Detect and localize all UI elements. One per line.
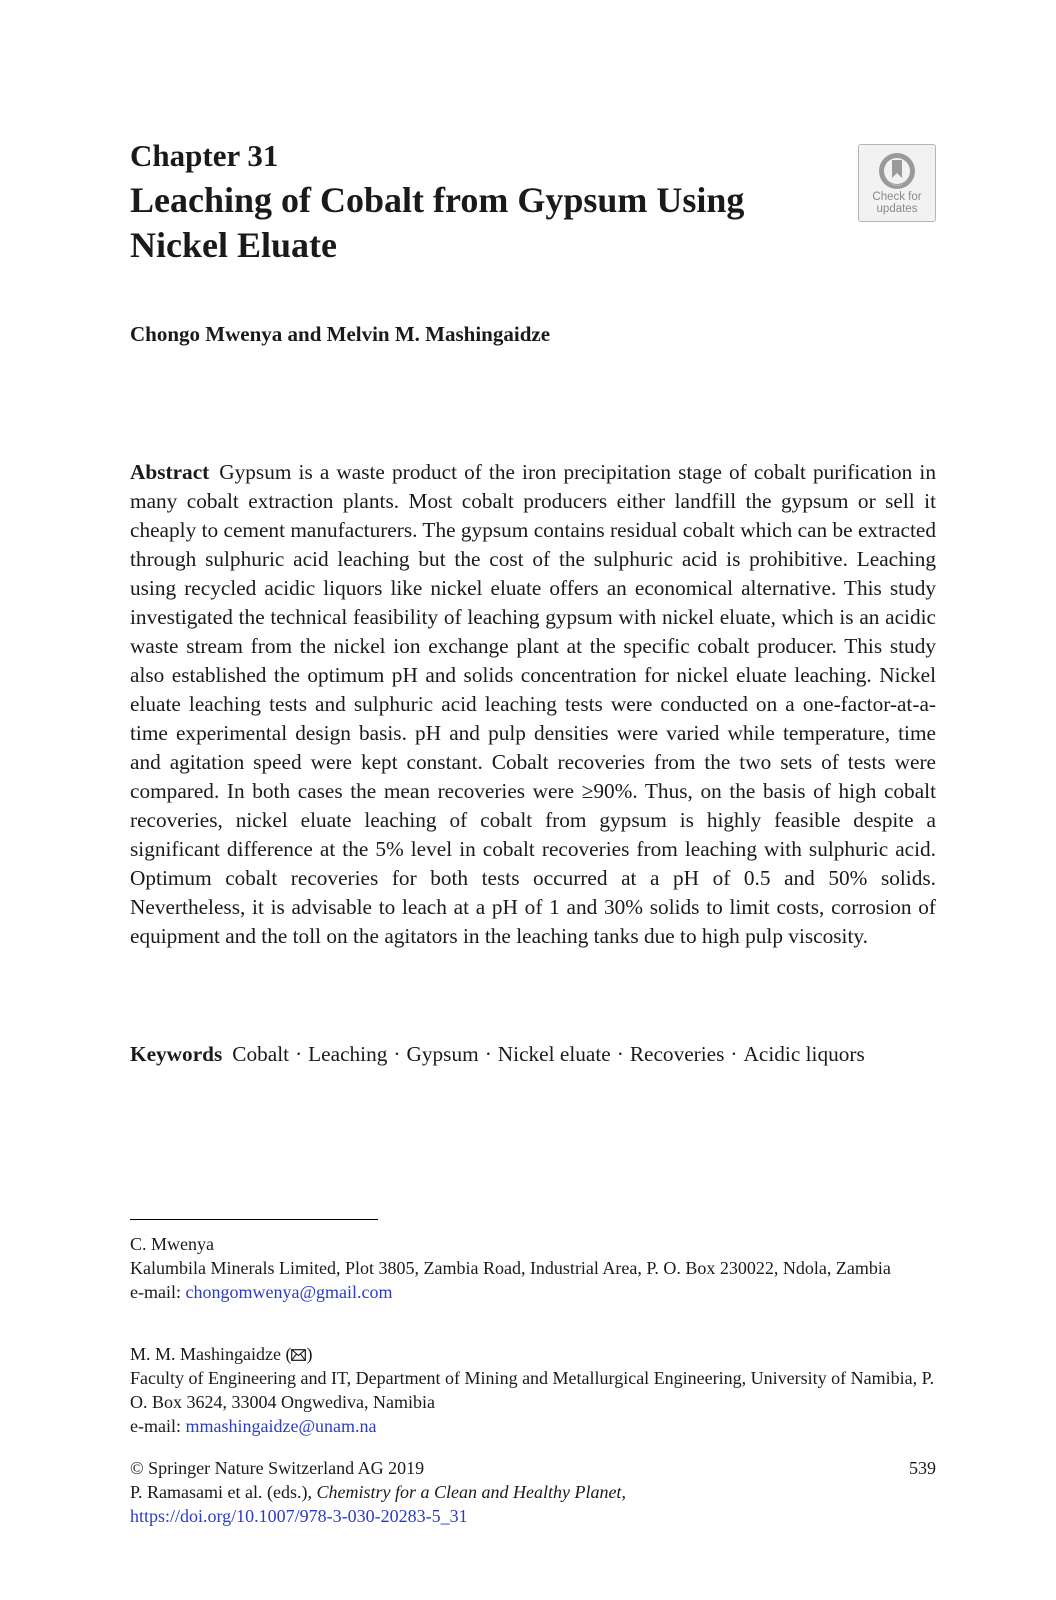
keyword-item: Nickel eluate — [497, 1042, 611, 1066]
author-name: C. Mwenya — [130, 1234, 214, 1254]
citation-suffix: , — [621, 1482, 626, 1502]
email-label: e-mail: — [130, 1416, 181, 1436]
author-address: Kalumbila Minerals Limited, Plot 3805, Zambia Road, Industrial Area, P. O. Box 230022, Ndola, Zambia — [130, 1258, 891, 1278]
email-link[interactable]: chongomwenya@gmail.com — [185, 1282, 393, 1302]
keyword-item: Leaching — [308, 1042, 388, 1066]
keywords — [130, 1040, 936, 1069]
paper-page — [130, 0, 936, 1600]
keyword-separator: · — [393, 1042, 401, 1066]
check-for-updates-badge[interactable] — [858, 144, 936, 222]
badge-text-line2: updates — [876, 203, 918, 215]
footnote-divider — [130, 1219, 378, 1220]
page-number: 539 — [909, 1458, 936, 1478]
email-label: e-mail: — [130, 1282, 181, 1302]
keyword-separator: · — [616, 1042, 624, 1066]
badge-text-line1: Check for — [872, 191, 922, 203]
abstract-label: Abstract — [130, 460, 210, 484]
affiliation-2 — [130, 1342, 936, 1438]
author-name: M. M. Mashingaidze ( — [130, 1344, 292, 1364]
keyword-item: Cobalt — [232, 1042, 290, 1066]
affiliation-1 — [130, 1232, 936, 1304]
authors: Chongo Mwenya and Melvin M. Mashingaidze — [130, 322, 551, 346]
author-address: Faculty of Engineering and IT, Department of Mining and Metallurgical Engineering, University of Namibia, P. O. Box 3624, 33004 Ongwediva, Namibia — [130, 1368, 935, 1412]
keyword-item: Acidic liquors — [743, 1042, 865, 1066]
citation-prefix: P. Ramasami et al. (eds.), — [130, 1482, 312, 1502]
keyword-item: Gypsum — [406, 1042, 479, 1066]
email-link[interactable]: mmashingaidze@unam.na — [185, 1416, 377, 1436]
doi-link[interactable]: https://doi.org/10.1007/978-3-030-20283-5_31 — [130, 1506, 468, 1526]
abstract — [130, 458, 936, 951]
chapter-title: Leaching of Cobalt from Gypsum Using Nickel Eluate — [130, 180, 745, 265]
book-title: Chemistry for a Clean and Healthy Planet — [316, 1482, 622, 1502]
copyright: © Springer Nature Switzerland AG 2019 — [130, 1458, 425, 1478]
publication-footer — [130, 1456, 936, 1528]
abstract-text: Gypsum is a waste product of the iron precipitation stage of cobalt purification in many cobalt extraction plants. Most cobalt producers either landfill the gypsum or sell it cheaply to cement manufacturers. The gypsum contains residual cobalt which can be extracted through sulphuric acid leaching but the cost of the sulphuric acid is prohibitive. Leaching using recycled acidic liquors like nickel eluate offers an economical alternative. This study investigated the technical feasibility of leaching gypsum with nickel eluate, which is an acidic waste stream from the nickel ion exchange plant at the specific cobalt producer. This study also established the optimum pH and solids concentration for nickel eluate leaching. Nickel eluate leaching tests and sulphuric acid leaching tests were conducted on a one-factor-at-a-time experimental design basis. pH and pulp densities were varied while temperature, time and agitation speed were kept constant. Cobalt recoveries from the two sets of tests were compared. In both cases the mean recoveries were ≥90%. Thus, on the basis of high cobalt recoveries, nickel eluate leaching of cobalt from gypsum is highly feasible despite a significant difference at the 5% level in cobalt recoveries from leaching with sulphuric acid. Optimum cobalt recoveries for both tests occurred at a pH of 0.5 and 50% solids. Nevertheless, it is advisable to leach at a pH of 1 and 30% solids to limit costs, corrosion of equipment and the toll on the agitators in the leaching tanks due to high pulp viscosity. — [130, 460, 936, 948]
check-for-updates-icon — [877, 151, 917, 191]
author-name-close: ) — [306, 1344, 313, 1364]
keywords-label: Keywords — [130, 1042, 223, 1066]
keyword-separator: · — [295, 1042, 303, 1066]
keyword-separator: · — [730, 1042, 738, 1066]
chapter-label: Chapter 31 — [130, 138, 279, 173]
envelope-icon — [291, 1349, 306, 1361]
keyword-item: Recoveries — [629, 1042, 725, 1066]
keyword-separator: · — [484, 1042, 492, 1066]
